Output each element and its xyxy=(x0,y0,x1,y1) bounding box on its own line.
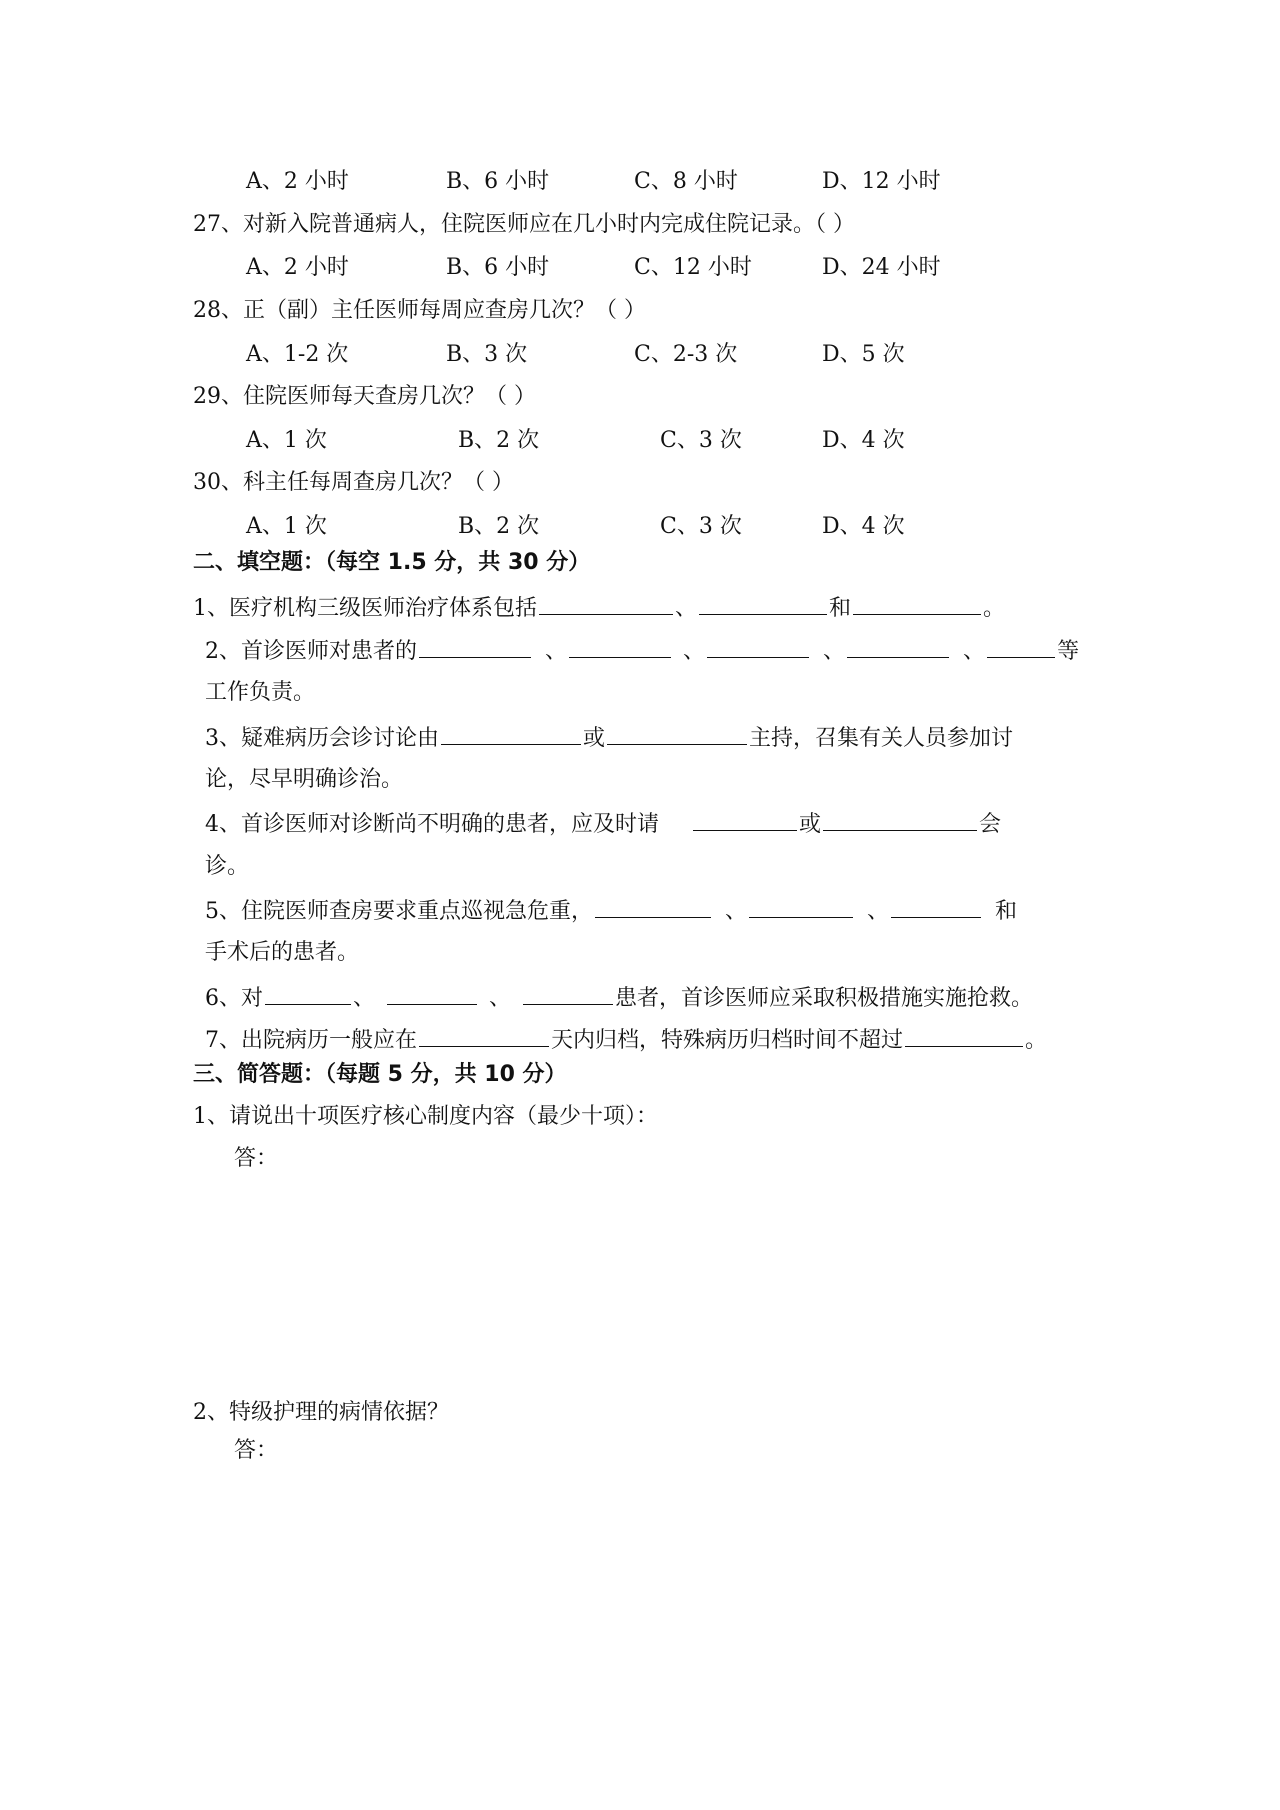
fill-7: 7、出院病历一般应在 天内归档，特殊病历归档时间不超过 。 xyxy=(205,1024,1047,1056)
q30-option-b: B、2 次 xyxy=(458,514,540,539)
q29-option-a: A、1 次 xyxy=(246,428,327,453)
short-answer-2: 2、特级护理的病情依据？ xyxy=(193,1400,449,1425)
fill-4-cont: 诊。 xyxy=(205,854,250,879)
fill-2: 2、首诊医师对患者的 、 、 、 、 等 xyxy=(205,635,1079,667)
q27-option-c: C、12 小时 xyxy=(634,255,752,280)
section3-title: 三、简答题：（每题 5 分，共 10 分） xyxy=(193,1062,567,1087)
q28-option-c: C、2-3 次 xyxy=(634,342,738,367)
fill-3: 3、疑难病历会诊讨论由 或 主持，召集有关人员参加讨 xyxy=(205,722,1013,754)
q26-option-b: B、6 小时 xyxy=(446,169,550,194)
fill-3-cont: 论，尽早明确诊治。 xyxy=(205,767,404,792)
fill-6: 6、对 、 、 患者，首诊医师应采取积极措施实施抢救。 xyxy=(205,982,1033,1014)
q28-option-a: A、1-2 次 xyxy=(246,342,349,367)
q27-option-b: B、6 小时 xyxy=(446,255,550,280)
q30-question: 30、科主任每周查房几次？（ ） xyxy=(193,470,514,495)
answer-label-2: 答： xyxy=(234,1438,279,1463)
fill-1: 1、医疗机构三级医师治疗体系包括 、 和 。 xyxy=(193,592,1005,624)
answer-label-1: 答： xyxy=(234,1146,279,1171)
q30-option-c: C、3 次 xyxy=(660,514,742,539)
q28-option-b: B、3 次 xyxy=(446,342,528,367)
q26-option-c: C、8 小时 xyxy=(634,169,738,194)
short-answer-1: 1、请说出十项医疗核心制度内容（最少十项）： xyxy=(193,1104,658,1129)
q28-question: 28、正（副）主任医师每周应查房几次？（ ） xyxy=(193,298,646,323)
fill-4: 4、首诊医师对诊断尚不明确的患者，应及时请 或 会 xyxy=(205,808,1001,840)
q27-question: 27、对新入院普通病人，住院医师应在几小时内完成住院记录。（ ） xyxy=(193,212,855,237)
q27-option-d: D、24 小时 xyxy=(822,255,941,280)
fill-2-cont: 工作负责。 xyxy=(205,680,316,705)
fill-5-cont: 手术后的患者。 xyxy=(205,940,360,965)
q29-option-c: C、3 次 xyxy=(660,428,742,453)
q26-option-d: D、12 小时 xyxy=(822,169,941,194)
q26-option-a: A、2 小时 xyxy=(246,169,349,194)
q30-option-a: A、1 次 xyxy=(246,514,327,539)
fill-5: 5、住院医师查房要求重点巡视急危重， 、 、 和 xyxy=(205,895,1017,927)
q29-question: 29、住院医师每天查房几次？（ ） xyxy=(193,384,536,409)
q29-option-d: D、4 次 xyxy=(822,428,905,453)
q29-option-b: B、2 次 xyxy=(458,428,540,453)
q27-option-a: A、2 小时 xyxy=(246,255,349,280)
q28-option-d: D、5 次 xyxy=(822,342,905,367)
section2-title: 二、填空题：（每空 1.5 分，共 30 分） xyxy=(193,550,591,575)
q30-option-d: D、4 次 xyxy=(822,514,905,539)
